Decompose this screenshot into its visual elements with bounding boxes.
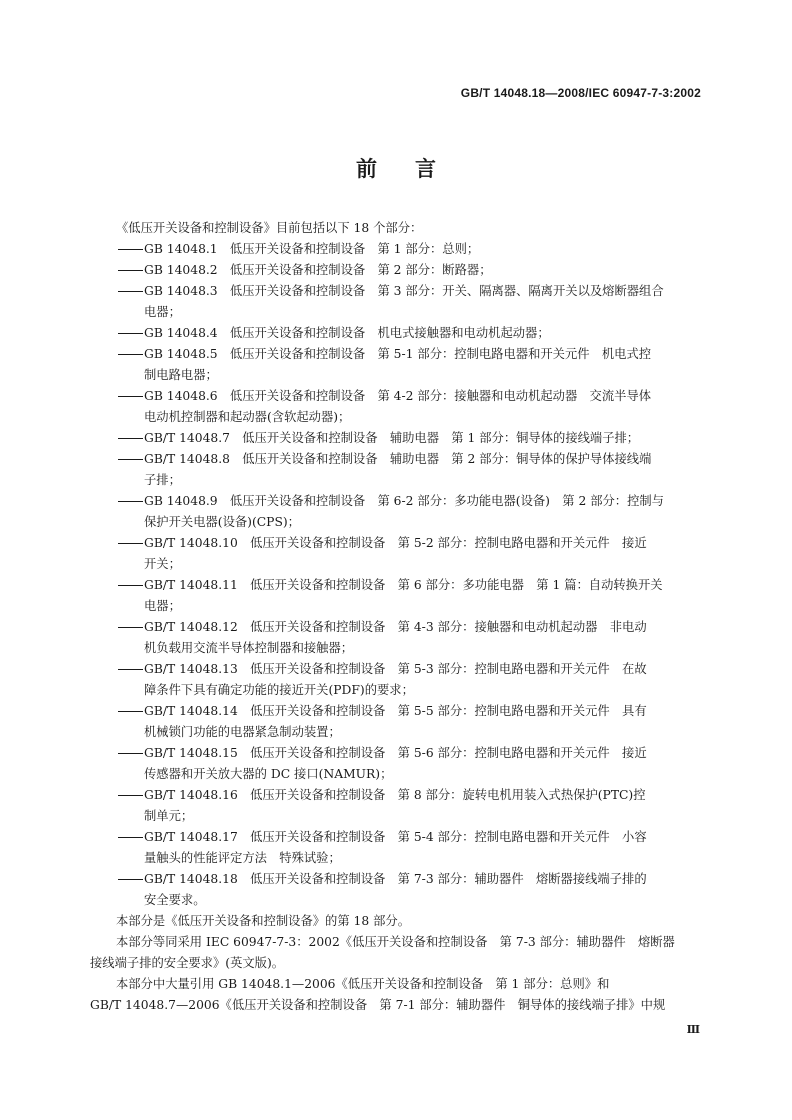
part-list-item [90,260,702,281]
part-item-line: GB/T 14048.10 低压开关设备和控制设备 第 5-2 部分：控制电路电器和开关元件 接近 [144,536,647,550]
part-item-line: GB/T 14048.7 低压开关设备和控制设备 辅助电器 第 1 部分：铜导体的接线端子排； [144,431,640,445]
part-list-item [90,743,702,785]
part-item-line: GB 14048.2 低压开关设备和控制设备 第 2 部分：断路器； [144,263,492,277]
part-item-line: GB/T 14048.18 低压开关设备和控制设备 第 7-3 部分：辅助器件 熔断器接线端子排的 [144,872,647,886]
page-number: Ⅲ [686,1023,700,1036]
part-item-continuation: 机械锁门功能的电器紧急制动装置； [144,725,341,739]
part-item-continuation: 安全要求。 [144,893,206,907]
part-list-item [90,281,702,323]
part-item-line: GB/T 14048.11 低压开关设备和控制设备 第 6 部分：多功能电器 第 1 篇：自动转换开关 [144,578,663,592]
part-item-continuation: 电器； [144,599,181,613]
paragraph-line: 接线端子排的安全要求》(英文版)。 [90,956,285,970]
foreword-paragraphs [90,911,702,1016]
part-item-line: GB 14048.5 低压开关设备和控制设备 第 5-1 部分：控制电路电器和开关元件 机电式控 [144,347,652,361]
part-item-line: GB 14048.6 低压开关设备和控制设备 第 4-2 部分：接触器和电动机起动器 交流半导体 [144,389,652,403]
part-item-line: GB 14048.3 低压开关设备和控制设备 第 3 部分：开关、隔离器、隔离开关以及熔断器组合 [144,284,664,298]
part-item-continuation: 电器； [144,305,181,319]
part-list-item [90,785,702,827]
part-list-item [90,533,702,575]
part-item-continuation: 保护开关电器(设备)(CPS)； [144,515,300,529]
part-item-continuation: 量触头的性能评定方法 特殊试验； [144,851,341,865]
part-item-line: GB/T 14048.8 低压开关设备和控制设备 辅助电器 第 2 部分：铜导体的保护导体接线端 [144,452,652,466]
part-item-continuation: 制单元； [144,809,194,823]
foreword-paragraph [90,974,702,1016]
part-item-continuation: 电动机控制器和起动器(含软起动器)； [144,410,351,424]
part-list-item [90,659,702,701]
part-item-line: GB/T 14048.12 低压开关设备和控制设备 第 4-3 部分：接触器和电动机起动器 非电动 [144,620,647,634]
part-item-continuation: 子排； [144,473,181,487]
part-list-item [90,869,702,911]
part-list-item [90,449,702,491]
part-item-continuation: 开关； [144,557,181,571]
part-list-item [90,386,702,428]
part-item-line: GB/T 14048.16 低压开关设备和控制设备 第 8 部分：旋转电机用装入式热保护(PTC)控 [144,788,646,802]
part-item-continuation: 制电路电器； [144,368,218,382]
foreword-paragraph [90,932,702,974]
part-item-line: GB/T 14048.17 低压开关设备和控制设备 第 5-4 部分：控制电路电器和开关元件 小容 [144,830,647,844]
part-item-line: GB 14048.1 低压开关设备和控制设备 第 1 部分：总则； [144,242,480,256]
standard-code-header: GB/T 14048.18—2008/IEC 60947-7-3:2002 [460,86,701,100]
paragraph-first-line: 本部分是《低压开关设备和控制设备》的第 18 部分。 [116,914,410,928]
part-item-line: GB 14048.9 低压开关设备和控制设备 第 6-2 部分：多功能电器(设备) 第 2 部分：控制与 [144,494,664,508]
part-item-line: GB/T 14048.13 低压开关设备和控制设备 第 5-3 部分：控制电路电器和开关元件 在故 [144,662,647,676]
part-list-item [90,701,702,743]
part-item-line: GB/T 14048.15 低压开关设备和控制设备 第 5-6 部分：控制电路电器和开关元件 接近 [144,746,647,760]
paragraph-first-line: 本部分中大量引用 GB 14048.1—2006《低压开关设备和控制设备 第 1 部分：总则》和 [116,977,610,991]
page-title: 前言 [356,157,474,181]
foreword-body [90,218,702,1016]
part-list-item [90,827,702,869]
part-item-line: GB/T 14048.14 低压开关设备和控制设备 第 5-5 部分：控制电路电器和开关元件 具有 [144,704,647,718]
part-list-item [90,491,702,533]
part-item-continuation: 机负载用交流半导体控制器和接触器； [144,641,354,655]
part-list-item [90,323,702,344]
part-list-item [90,344,702,386]
paragraph-line: GB/T 14048.7—2006《低压开关设备和控制设备 第 7-1 部分：辅助器件 铜导体的接线端子排》中规 [90,998,666,1012]
part-item-continuation: 传感器和开关放大器的 DC 接口(NAMUR)； [144,767,393,781]
part-item-continuation: 障条件下具有确定功能的接近开关(PDF)的要求； [144,683,414,697]
part-list-item [90,428,702,449]
part-list-item [90,575,702,617]
paragraph-first-line: 本部分等同采用 IEC 60947-7-3：2002《低压开关设备和控制设备 第 7-3 部分：辅助器件 熔断器 [116,935,675,949]
foreword-paragraph [90,911,702,932]
part-item-line: GB 14048.4 低压开关设备和控制设备 机电式接触器和电动机起动器； [144,326,550,340]
parts-list [90,239,702,911]
part-list-item [90,617,702,659]
intro-line: 《低压开关设备和控制设备》目前包括以下 18 个部分： [116,221,423,235]
part-list-item [90,239,702,260]
